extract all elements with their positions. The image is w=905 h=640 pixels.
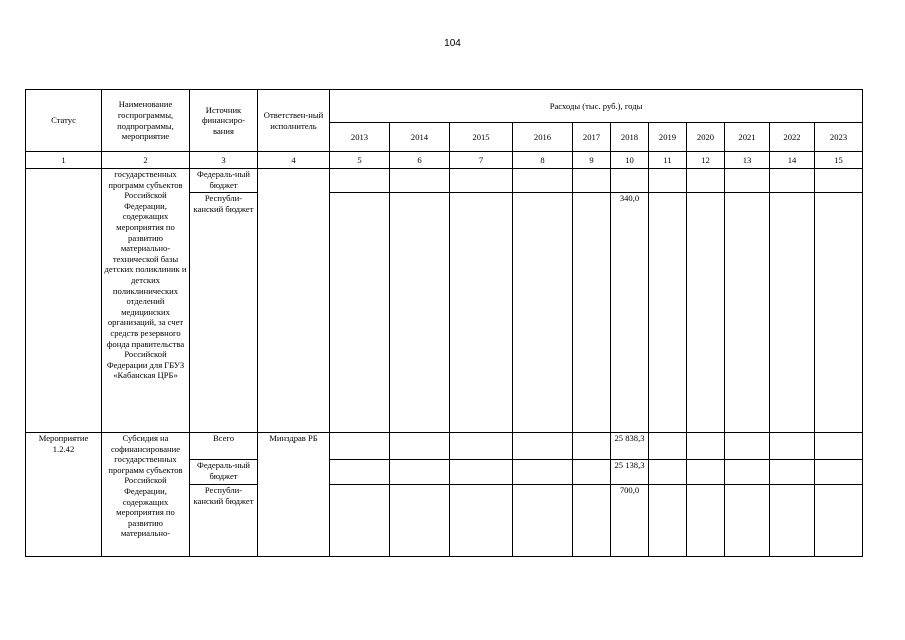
value-cell [513, 193, 573, 433]
value-cell: 25 138,3 [611, 460, 649, 485]
value-cell: 25 838,3 [611, 433, 649, 460]
value-cell [770, 485, 815, 557]
value-cell [725, 460, 770, 485]
value-cell [573, 460, 611, 485]
year-header: 2020 [687, 123, 725, 152]
event-name-cell: Субсидия на софинансирование государственных программ субъектов Российской Федерации, содержащих мероприятия по развитию материально- [102, 433, 190, 557]
value-cell [330, 433, 390, 460]
year-header: 2016 [513, 123, 573, 152]
source-cell: Федераль-ный бюджет [190, 460, 258, 485]
year-header: 2018 [611, 123, 649, 152]
column-number: 6 [390, 152, 450, 169]
column-number: 9 [573, 152, 611, 169]
value-cell [687, 169, 725, 193]
year-header: 2023 [815, 123, 863, 152]
table-row [26, 169, 863, 193]
value-cell [513, 169, 573, 193]
value-cell: 700,0 [611, 485, 649, 557]
status-cell: Мероприятие 1.2.42 [26, 433, 102, 557]
year-header: 2021 [725, 123, 770, 152]
executor-cell: Минздрав РБ [258, 433, 330, 557]
year-header: 2019 [649, 123, 687, 152]
column-number: 7 [450, 152, 513, 169]
value-cell [450, 169, 513, 193]
value-cell [725, 169, 770, 193]
header-expenses: Расходы (тыс. руб.), годы [330, 90, 863, 123]
value-cell: 340,0 [611, 193, 649, 433]
value-cell [725, 193, 770, 433]
table-row [26, 433, 863, 460]
value-cell [649, 485, 687, 557]
value-cell [390, 433, 450, 460]
value-cell [687, 485, 725, 557]
value-cell [450, 193, 513, 433]
value-cell [687, 193, 725, 433]
value-cell [390, 460, 450, 485]
column-number: 1 [26, 152, 102, 169]
value-cell [330, 460, 390, 485]
value-cell [330, 485, 390, 557]
value-cell [770, 433, 815, 460]
header-source: Источник финансиро-вания [190, 90, 258, 152]
header-executor: Ответствен-ный исполнитель [258, 90, 330, 152]
year-header: 2015 [450, 123, 513, 152]
value-cell [330, 193, 390, 433]
value-cell [687, 433, 725, 460]
column-number: 3 [190, 152, 258, 169]
column-number-row [26, 152, 863, 169]
year-header: 2014 [390, 123, 450, 152]
header-status: Статус [26, 90, 102, 152]
value-cell [573, 485, 611, 557]
value-cell [770, 460, 815, 485]
year-header: 2013 [330, 123, 390, 152]
value-cell [573, 433, 611, 460]
value-cell [450, 485, 513, 557]
header-name: Наименование госпрограммы, подпрограммы, мероприятие [102, 90, 190, 152]
value-cell [815, 169, 863, 193]
column-number: 15 [815, 152, 863, 169]
value-cell [725, 485, 770, 557]
value-cell [513, 433, 573, 460]
value-cell [573, 193, 611, 433]
value-cell [649, 193, 687, 433]
executor-cell [258, 169, 330, 433]
value-cell [573, 169, 611, 193]
value-cell [770, 169, 815, 193]
value-cell [611, 169, 649, 193]
value-cell [770, 193, 815, 433]
event-name-cell: государственных программ субъектов Российской Федерации, содержащих мероприятия по развитию материально-технической базы детских поликлиник и детских поликлинических отделений медицинских организаций, за счет средств резервного фонда правительства Российской Федерации для ГБУЗ «Кабанская ЦРБ» [102, 169, 190, 433]
column-number: 2 [102, 152, 190, 169]
value-cell [649, 433, 687, 460]
value-cell [649, 169, 687, 193]
value-cell [390, 193, 450, 433]
value-cell [815, 193, 863, 433]
source-cell: Федераль-ный бюджет [190, 169, 258, 193]
source-cell: Республи-канский бюджет [190, 193, 258, 433]
value-cell [513, 485, 573, 557]
value-cell [815, 460, 863, 485]
value-cell [330, 169, 390, 193]
year-header: 2017 [573, 123, 611, 152]
column-number: 11 [649, 152, 687, 169]
column-number: 13 [725, 152, 770, 169]
value-cell [450, 460, 513, 485]
column-number: 12 [687, 152, 725, 169]
status-cell [26, 169, 102, 433]
column-number: 10 [611, 152, 649, 169]
value-cell [513, 460, 573, 485]
value-cell [815, 433, 863, 460]
budget-table [25, 89, 863, 557]
source-cell: Республи-канский бюджет [190, 485, 258, 557]
column-number: 4 [258, 152, 330, 169]
value-cell [725, 433, 770, 460]
year-header: 2022 [770, 123, 815, 152]
column-number: 8 [513, 152, 573, 169]
value-cell [450, 433, 513, 460]
value-cell [390, 169, 450, 193]
value-cell [649, 460, 687, 485]
page-number: 104 [444, 38, 461, 49]
value-cell [687, 460, 725, 485]
source-cell: Всего [190, 433, 258, 460]
column-number: 14 [770, 152, 815, 169]
value-cell [390, 485, 450, 557]
column-number: 5 [330, 152, 390, 169]
value-cell [815, 485, 863, 557]
